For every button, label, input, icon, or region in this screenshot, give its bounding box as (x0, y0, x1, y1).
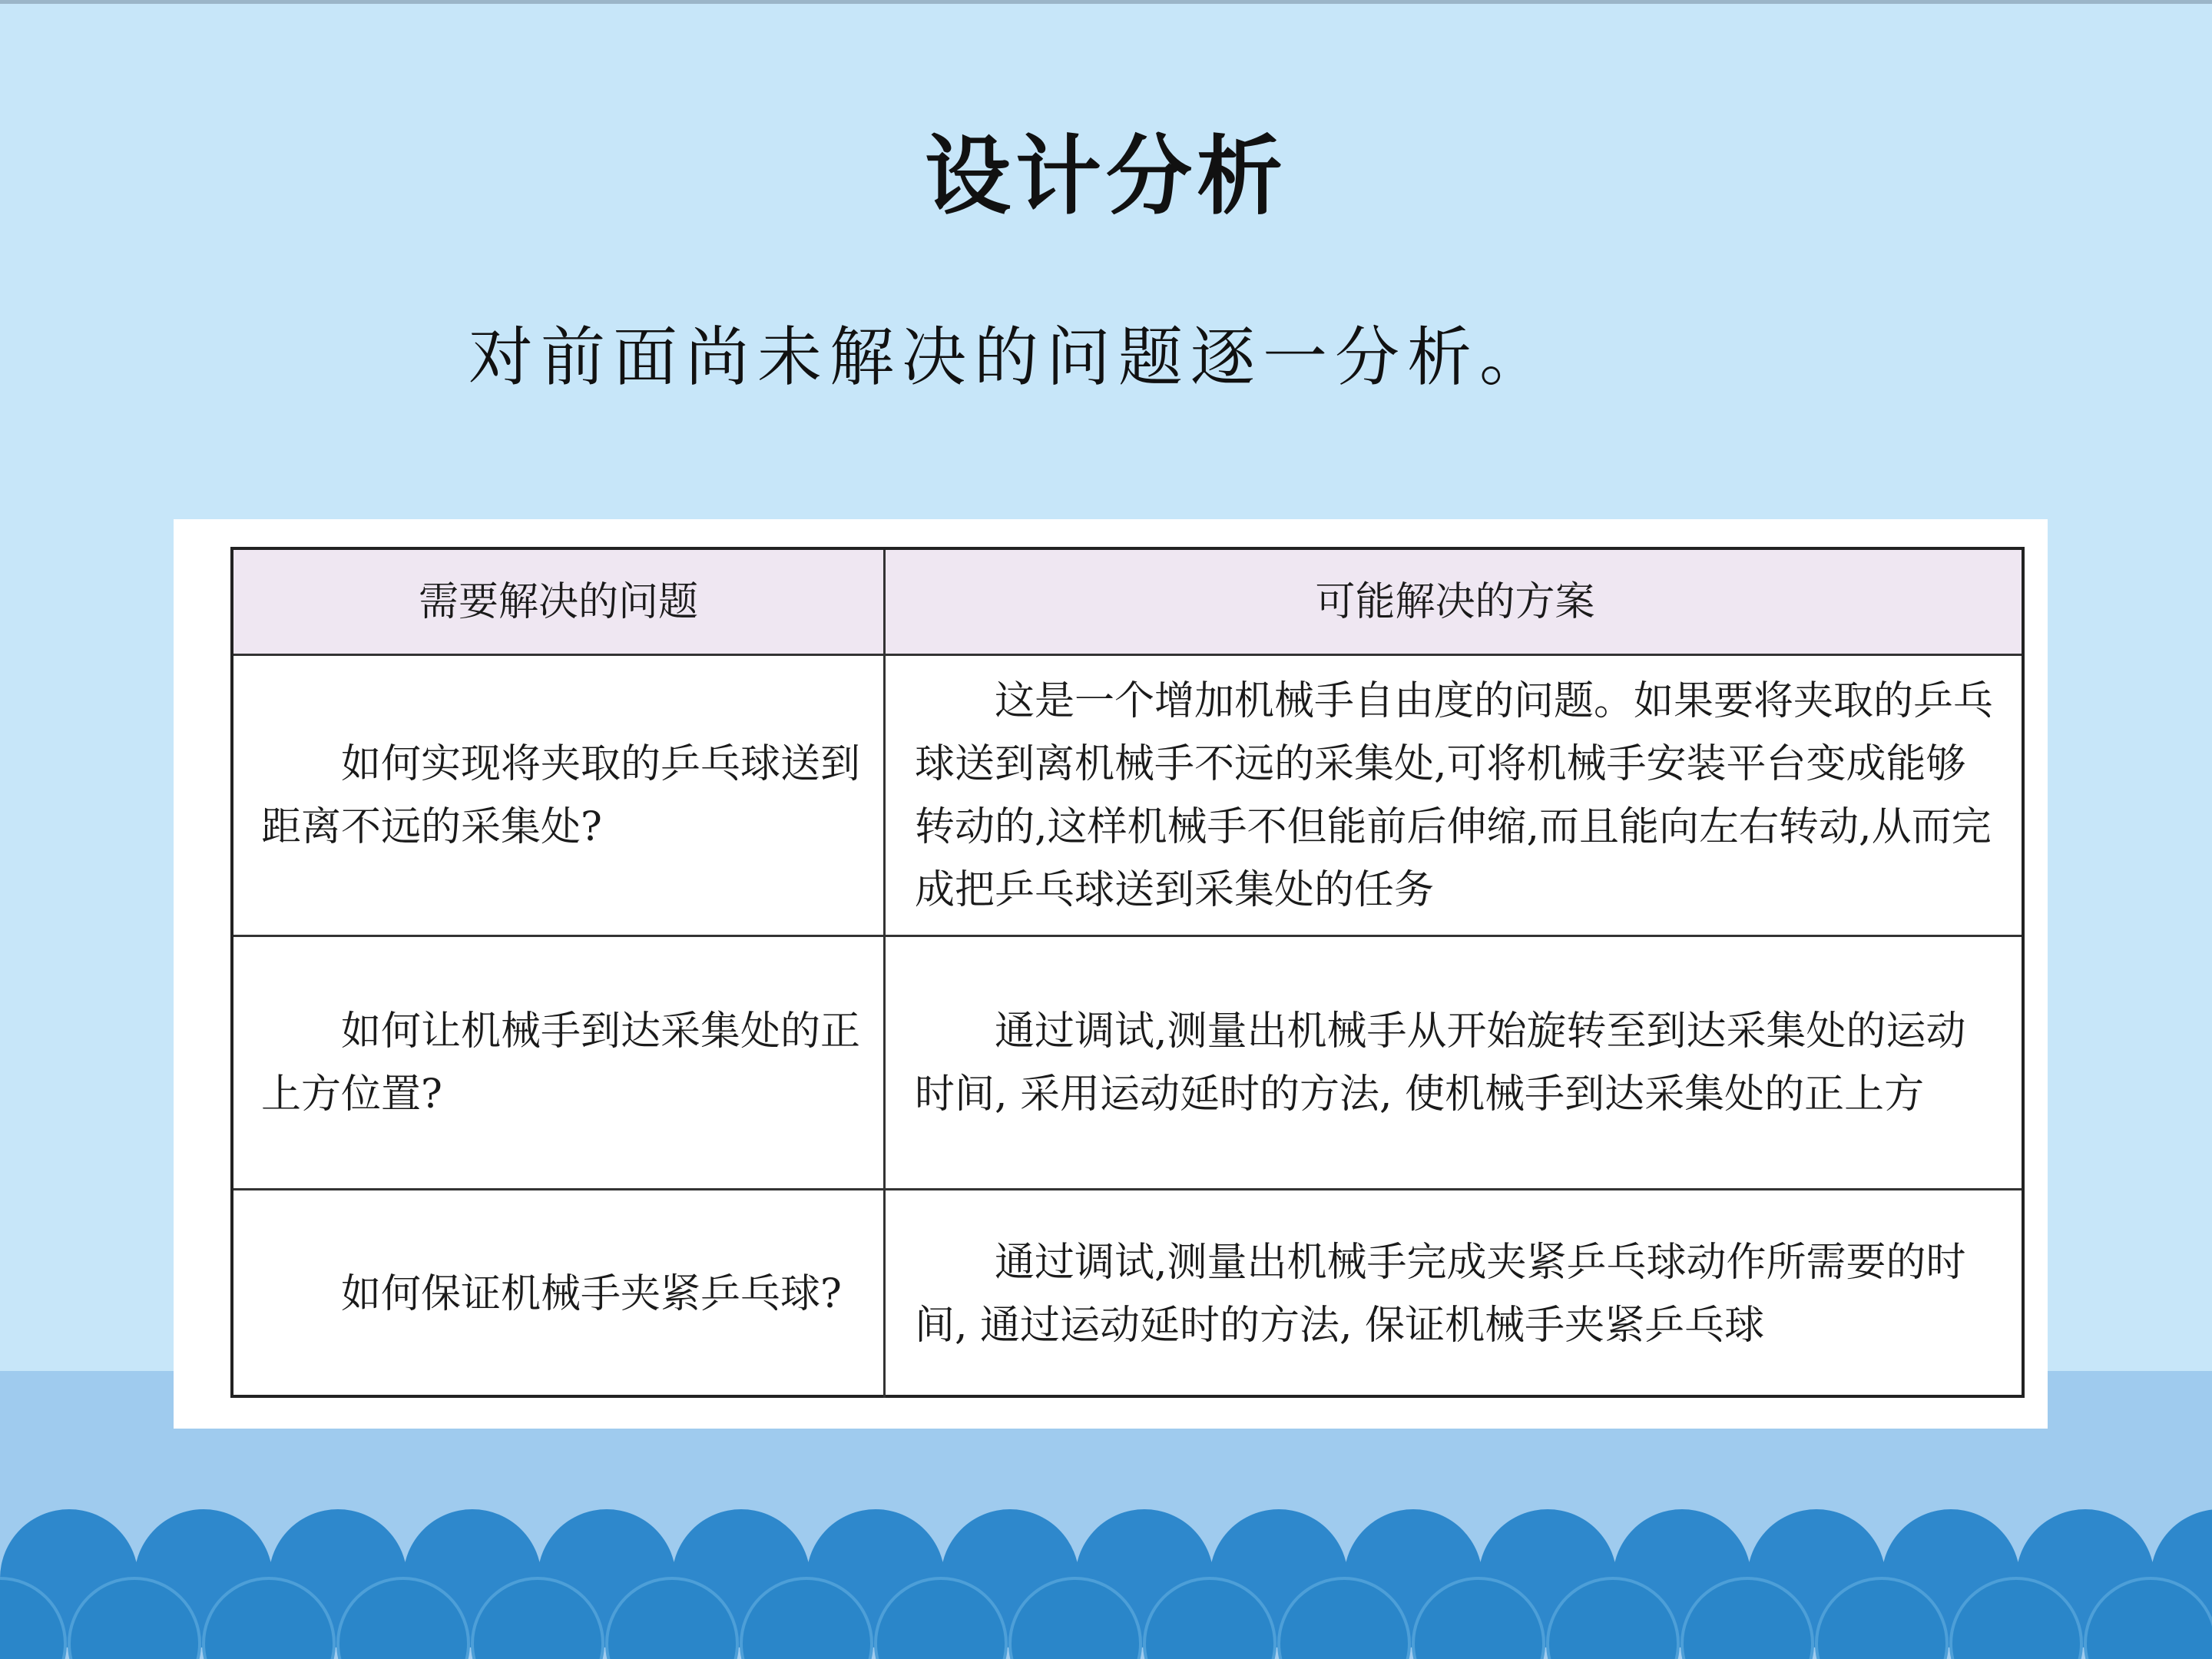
table-image-card (174, 519, 2048, 1429)
top-border-line (0, 0, 2212, 4)
problem-cell: 如何保证机械手夹紧乒乓球? (341, 1271, 842, 1317)
header-solution: 可能解决的方案 (1315, 578, 1595, 625)
slide-subtitle: 对前面尚未解决的问题逐一分析。 (469, 320, 1552, 395)
table-header-row (233, 550, 2022, 656)
wave-decoration (0, 1490, 2212, 1659)
table-row (233, 656, 2022, 937)
analysis-table (230, 547, 2025, 1398)
table-row (233, 937, 2022, 1190)
table-row (233, 1190, 2022, 1398)
problem-cell: 如何让机械手到达采集处的正上方位置? (261, 1008, 861, 1118)
solution-cell: 通过调试,测量出机械手完成夹紧乒乓球动作所需要的时间, 通过运动延时的方法, 保证机械手夹紧乒乓球 (915, 1240, 1966, 1349)
header-problem: 需要解决的问题 (418, 578, 698, 625)
problem-cell: 如何实现将夹取的乒乓球送到距离不远的采集处? (261, 740, 861, 850)
solution-cell: 通过调试,测量出机械手从开始旋转至到达采集处的运动时间, 采用运动延时的方法, 使机械手到达采集处的正上方 (915, 1008, 1966, 1118)
solution-cell: 这是一个增加机械手自由度的问题。如果要将夹取的乒乓球送到离机械手不远的采集处,可将机械手安装平台变成能够转动的,这样机械手不但能前后伸缩,而且能向左右转动,从而完成把乒乓球送到采集处的任务 (915, 677, 1994, 913)
slide-title: 设计分析 (925, 127, 1287, 227)
